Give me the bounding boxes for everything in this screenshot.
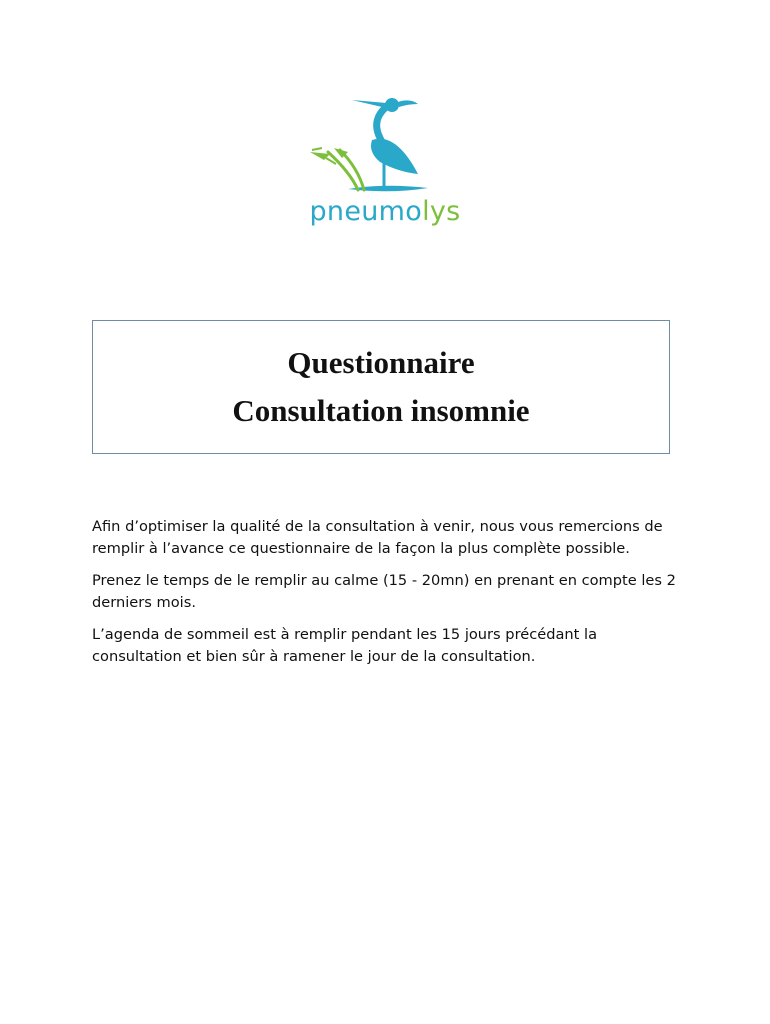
intro-text [92, 516, 682, 678]
intro-paragraph: Afin d’optimiser la qualité de la consultation à venir, nous vous remercions de remplir à l’avance ce questionnaire de la façon la plus complète possible. [92, 518, 663, 557]
brand-wordmark [300, 196, 470, 227]
intro-paragraph: L’agenda de sommeil est à remplir pendant les 15 jours précédant la consultation et bien sûr à ramener le jour de la consultation. [92, 626, 598, 665]
brand-logo [300, 92, 470, 242]
page-title-line-2: Consultation insomnie [232, 393, 530, 428]
brand-name-part-b: lys [422, 196, 461, 227]
title-box [92, 320, 670, 454]
heron-logo-icon [300, 92, 470, 202]
page-title-line-1: Questionnaire [287, 345, 475, 380]
brand-name-part-a: pneumo [309, 196, 423, 227]
intro-paragraph: Prenez le temps de le remplir au calme (15 - 20mn) en prenant en compte les 2 derniers mois. [92, 572, 676, 611]
